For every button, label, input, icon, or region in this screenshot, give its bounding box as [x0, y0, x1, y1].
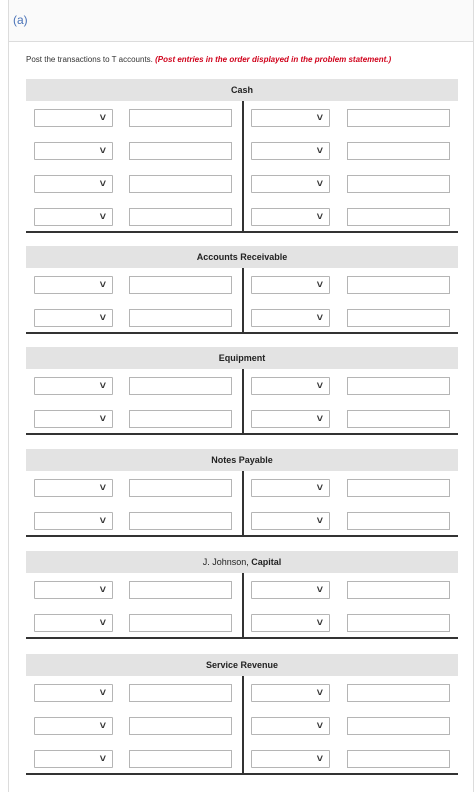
t-account-base-line — [26, 637, 458, 639]
debit-amount-input[interactable] — [129, 142, 232, 160]
credit-amount-input[interactable] — [347, 750, 450, 768]
debit-account-select[interactable] — [34, 309, 113, 327]
t-account-body — [26, 471, 458, 537]
chevron-down-icon: ˅ — [316, 413, 323, 425]
credit-account-select[interactable] — [251, 142, 330, 160]
instruction-main: Post the transactions to T accounts. — [26, 55, 156, 64]
chevron-down-icon: ˅ — [99, 720, 106, 732]
chevron-down-icon: ˅ — [99, 413, 106, 425]
debit-account-select[interactable] — [34, 684, 113, 702]
t-account-cash — [26, 79, 458, 233]
debit-amount-input[interactable] — [129, 109, 232, 127]
chevron-down-icon: ˅ — [99, 279, 106, 291]
chevron-down-icon: ˅ — [99, 584, 106, 596]
t-account-title — [26, 551, 458, 573]
credit-account-select[interactable] — [251, 479, 330, 497]
credit-account-select[interactable] — [251, 175, 330, 193]
t-account-divider — [242, 573, 244, 637]
debit-amount-input[interactable] — [129, 717, 232, 735]
debit-amount-input[interactable] — [129, 309, 232, 327]
t-account-title-text: Notes Payable — [211, 455, 273, 465]
chevron-down-icon: ˅ — [316, 617, 323, 629]
credit-amount-input[interactable] — [347, 410, 450, 428]
t-account-base-line — [26, 535, 458, 537]
credit-amount-input[interactable] — [347, 479, 450, 497]
debit-amount-input[interactable] — [129, 750, 232, 768]
debit-account-select[interactable] — [34, 109, 113, 127]
debit-amount-input[interactable] — [129, 276, 232, 294]
chevron-down-icon: ˅ — [316, 312, 323, 324]
chevron-down-icon: ˅ — [99, 617, 106, 629]
credit-account-select[interactable] — [251, 614, 330, 632]
debit-amount-input[interactable] — [129, 512, 232, 530]
debit-account-select[interactable] — [34, 276, 113, 294]
chevron-down-icon: ˅ — [99, 687, 106, 699]
debit-amount-input[interactable] — [129, 684, 232, 702]
t-account-title — [26, 449, 458, 471]
credit-amount-input[interactable] — [347, 684, 450, 702]
debit-account-select[interactable] — [34, 377, 113, 395]
debit-amount-input[interactable] — [129, 614, 232, 632]
credit-account-select[interactable] — [251, 377, 330, 395]
part-header — [9, 0, 473, 42]
t-account-base-line — [26, 332, 458, 334]
t-account-title — [26, 347, 458, 369]
debit-account-select[interactable] — [34, 410, 113, 428]
t-account-title-text: Equipment — [218, 353, 266, 363]
t-account-body — [26, 101, 458, 233]
credit-amount-input[interactable] — [347, 581, 450, 599]
t-account-base-line — [26, 773, 458, 775]
debit-account-select[interactable] — [34, 479, 113, 497]
t-account-divider — [242, 268, 244, 332]
credit-amount-input[interactable] — [347, 276, 450, 294]
debit-amount-input[interactable] — [129, 377, 232, 395]
t-account-divider — [242, 676, 244, 773]
t-account-body — [26, 676, 458, 775]
t-account-title — [26, 246, 458, 268]
credit-account-select[interactable] — [251, 684, 330, 702]
credit-amount-input[interactable] — [347, 309, 450, 327]
debit-account-select[interactable] — [34, 208, 113, 226]
t-account-title — [26, 79, 458, 101]
debit-account-select[interactable] — [34, 142, 113, 160]
debit-amount-input[interactable] — [129, 208, 232, 226]
instruction-hint: (Post entries in the order displayed in the problem statement.) — [155, 55, 392, 64]
chevron-down-icon: ˅ — [316, 753, 323, 765]
chevron-down-icon: ˅ — [316, 211, 323, 223]
credit-account-select[interactable] — [251, 750, 330, 768]
chevron-down-icon: ˅ — [316, 178, 323, 190]
chevron-down-icon: ˅ — [316, 687, 323, 699]
t-account-divider — [242, 471, 244, 535]
debit-account-select[interactable] — [34, 750, 113, 768]
chevron-down-icon: ˅ — [316, 482, 323, 494]
credit-account-select[interactable] — [251, 109, 330, 127]
credit-account-select[interactable] — [251, 309, 330, 327]
debit-account-select[interactable] — [34, 717, 113, 735]
chevron-down-icon: ˅ — [99, 753, 106, 765]
credit-account-select[interactable] — [251, 581, 330, 599]
chevron-down-icon: ˅ — [316, 279, 323, 291]
chevron-down-icon: ˅ — [316, 380, 323, 392]
credit-account-select[interactable] — [251, 717, 330, 735]
chevron-down-icon: ˅ — [99, 112, 106, 124]
debit-account-select[interactable] — [34, 581, 113, 599]
chevron-down-icon: ˅ — [99, 211, 106, 223]
t-account-base-line — [26, 433, 458, 435]
chevron-down-icon: ˅ — [316, 515, 323, 527]
t-account-divider — [242, 369, 244, 433]
credit-amount-input[interactable] — [347, 512, 450, 530]
t-account-body — [26, 369, 458, 435]
instruction-text — [26, 55, 391, 64]
chevron-down-icon: ˅ — [316, 145, 323, 157]
credit-amount-input[interactable] — [347, 717, 450, 735]
chevron-down-icon: ˅ — [316, 112, 323, 124]
part-label: (a) — [13, 13, 28, 27]
t-account-title-prefix: J. Johnson, — [202, 557, 252, 567]
chevron-down-icon: ˅ — [99, 515, 106, 527]
credit-account-select[interactable] — [251, 512, 330, 530]
t-account-capital — [26, 551, 458, 639]
debit-account-select[interactable] — [34, 614, 113, 632]
t-account-equipment — [26, 347, 458, 435]
chevron-down-icon: ˅ — [316, 584, 323, 596]
credit-amount-input[interactable] — [347, 142, 450, 160]
t-account-title-text: Accounts Receivable — [196, 252, 288, 262]
t-account-accounts-receivable — [26, 246, 458, 334]
debit-amount-input[interactable] — [129, 175, 232, 193]
t-account-title-text: Capital — [251, 557, 282, 567]
chevron-down-icon: ˅ — [99, 145, 106, 157]
debit-amount-input[interactable] — [129, 410, 232, 428]
debit-account-select[interactable] — [34, 175, 113, 193]
credit-amount-input[interactable] — [347, 614, 450, 632]
debit-amount-input[interactable] — [129, 581, 232, 599]
debit-account-select[interactable] — [34, 512, 113, 530]
t-account-title — [26, 654, 458, 676]
credit-account-select[interactable] — [251, 276, 330, 294]
credit-amount-input[interactable] — [347, 377, 450, 395]
t-account-notes-payable — [26, 449, 458, 537]
t-account-divider — [242, 101, 244, 231]
t-account-body — [26, 268, 458, 334]
t-account-body — [26, 573, 458, 639]
t-account-base-line — [26, 231, 458, 233]
t-account-title-text: Service Revenue — [205, 660, 279, 670]
chevron-down-icon: ˅ — [316, 720, 323, 732]
chevron-down-icon: ˅ — [99, 380, 106, 392]
chevron-down-icon: ˅ — [99, 312, 106, 324]
debit-amount-input[interactable] — [129, 479, 232, 497]
credit-account-select[interactable] — [251, 208, 330, 226]
t-account-title-text: Cash — [230, 85, 253, 95]
credit-amount-input[interactable] — [347, 109, 450, 127]
credit-amount-input[interactable] — [347, 208, 450, 226]
chevron-down-icon: ˅ — [99, 178, 106, 190]
t-account-service-revenue — [26, 654, 458, 775]
credit-amount-input[interactable] — [347, 175, 450, 193]
credit-account-select[interactable] — [251, 410, 330, 428]
chevron-down-icon: ˅ — [99, 482, 106, 494]
